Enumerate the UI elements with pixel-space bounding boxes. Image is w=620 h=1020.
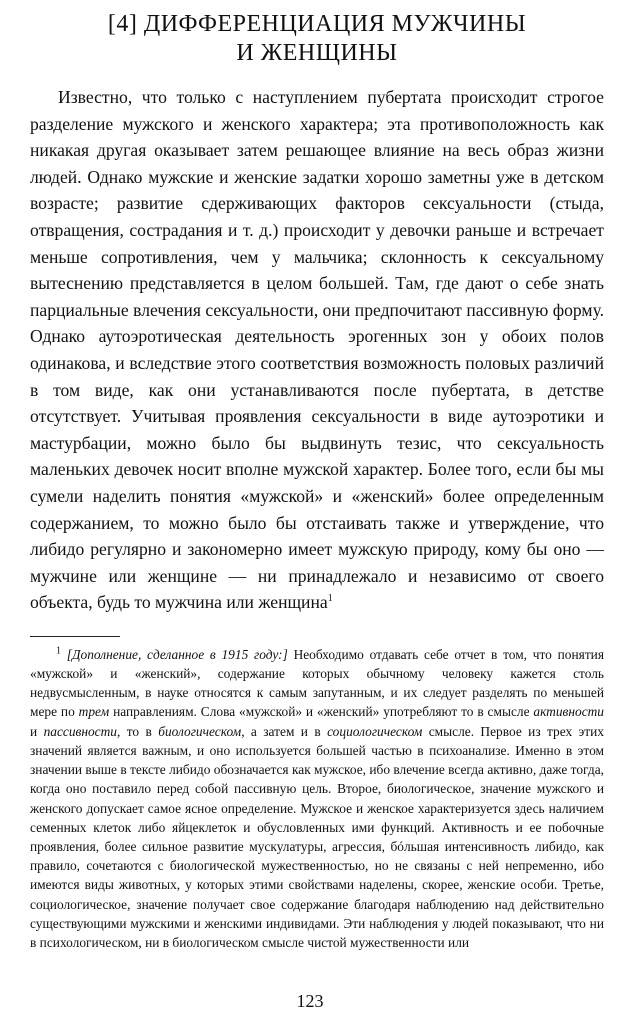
footnote-text: смысле. Первое из трех этих значений является важным, и оно используется большей частью в психоанализе. Именно в этом значении выше в тексте либидо обозначается как мужское, ибо влечение всегда активно, даже тогда, когда оно поставило перед собой пассивную цель. Второе, биологическое, значение мужского и женского допускает самое ясное определение. Мужское и женское характеризуется здесь наличием семенных клеток либо яйцеклеток и обусловленных ими функций. Активность и ее побочные проявления, более сильное развитие мускулатуры, агрессия, бóльшая интенсивность либидо, как правило, сочетаются с биологической мужественностью, но не связаны с ней непременно, ибо имеются виды животных, у которых этими свойствами наделены, скорее, женские особи. Третье, социологическое, значение получает свое содержание благодаря наблюдению над действительно существующими мужскими и женскими индивидами. Эти наблюдения у людей показывают, что ни в психологическом, ни в биологическом смысле чистой мужественности или: [30, 723, 605, 950]
body-paragraph-text: Известно, что только с наступлением пубертата происходит строгое разделение мужского и женского характера; эта противоположность как никакая другая оказывает затем решающее влияние на весь образ жизни людей. Однако мужские и женские задатки хорошо заметны уже в детском возрасте; развитие сдерживающих факторов сексуальности (стыда, отвращения, сострадания и т. д.) происходит у девочки раньше и встречает меньше сопротивления, чем у мальчика; склонность к сексуальному вытеснению представляется в целом большей. Там, где дают о себе знать парциальные влечения сексуальности, они предпочитают пассивную форму. Однако аутоэротическая деятельность эрогенных зон у обоих полов одинакова, и вследствие этого соответствия возможность половых различий в том виде, как они устанавливаются после пубертата, в детстве отсутствует. Учитывая проявления сексуальности в виде аутоэротики и мастурбации, можно было бы выдвинуть тезис, что сексуальность маленьких девочек носит вполне мужской характер. Более того, если бы мы сумели наделить понятия «мужской» и «женский» более определенным содержанием, то можно было бы отстаивать также и утверждение, что либидо регулярно и закономерно имеет мужскую природу, кому бы оно — мужчине или женщине — ни принадлежало и независимо от своего объекта, будь то мужчина или женщина: [30, 87, 604, 613]
footnote-emphasis: биологическом: [158, 723, 242, 739]
footnote-text: Необходимо отдавать себе отчет в том, что понятия «мужской» и «женский», содержание которых обычному человеку кажется столь недвусмысленным, в науке относятся к самым запутанным, и их следует разделять по меньшей мере по: [30, 646, 604, 720]
footnote: [30, 645, 604, 952]
section-title-line-2: И ЖЕНЩИНЫ: [236, 40, 398, 66]
footnote-emphasis: трем: [78, 704, 110, 720]
footnote-intro: [Дополнение, сделанное в 1915 году:]: [66, 646, 288, 662]
footnote-emphasis: пассивности: [43, 723, 117, 739]
footnote-marker: 1: [56, 645, 61, 657]
section-title-line-1: [4] ДИФФЕРЕНЦИАЦИЯ МУЖЧИНЫ: [107, 11, 527, 37]
footnote-text: , то в: [117, 723, 159, 739]
footnote-text: направлениям. Слова «мужской» и «женский» употребляют то в смысле: [109, 704, 534, 720]
footnote-divider: [30, 636, 120, 637]
footnote-emphasis: социологическом: [327, 723, 423, 739]
footnote-text: и: [30, 723, 44, 739]
page-number: 123: [296, 991, 324, 1011]
footnote-text: , а затем и в: [241, 723, 328, 739]
body-paragraph: [30, 84, 604, 616]
section-title: [30, 10, 604, 68]
footnote-reference[interactable]: 1: [327, 593, 333, 605]
footnote-emphasis: активности: [533, 704, 604, 720]
